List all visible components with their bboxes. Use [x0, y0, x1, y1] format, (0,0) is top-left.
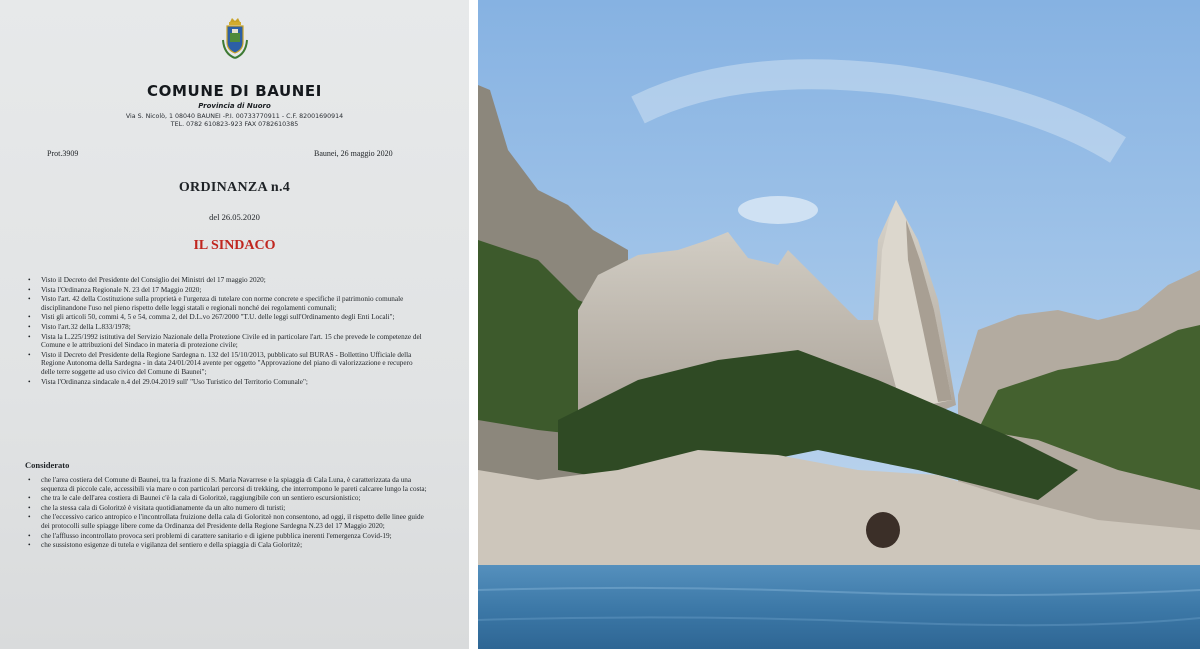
bullet-icon: •	[28, 541, 31, 550]
list-item: • Vista l'Ordinanza Regionale N. 23 del 17 Maggio 2020;	[28, 285, 202, 294]
list-item: • che tra le cale dell'area costiera di Baunei c'è la cala di Goloritzè, raggiungibile con un sentiero escursionistico;	[28, 494, 361, 503]
visto-list	[28, 276, 428, 387]
bullet-icon: •	[28, 313, 31, 322]
bullet-icon: •	[28, 322, 31, 331]
bullet-icon: •	[28, 377, 31, 386]
cloud	[738, 196, 818, 224]
sea	[478, 565, 1200, 649]
bullet-icon: •	[28, 513, 31, 522]
considerato-list	[28, 476, 428, 551]
bullet-icon: •	[28, 332, 31, 341]
list-item: • Vista l'Ordinanza sindacale n.4 del 29.04.2019 sull' "Uso Turistico del Territorio Comunale";	[28, 377, 308, 386]
ordinance-document	[0, 0, 469, 649]
province-name: Provincia di Nuoro	[198, 102, 271, 110]
list-item: • che l'eccessivo carico antropico e l'incontrollata fruizione della cala di Goloritzè non consentono, ad oggi, il rispetto delle linee guide dei protocolli sulle spiagge libere come da Ordinanza del Presidente della Regione Sardegna N.23 del 17 Maggio 2020;	[28, 513, 424, 530]
protocol-number: Prot.3909	[47, 149, 79, 158]
list-item: • Visto l'art. 42 della Costituzione sulla proprietà e l'urgenza di tutelare con norme concrete e specifiche il patrimonio comunale disciplinandone l'uso nel pieno rispetto delle leggi statali e regionali nonché dei regolamenti comunali;	[28, 295, 404, 312]
sea-cave	[866, 512, 900, 548]
bullet-icon: •	[28, 276, 31, 284]
bullet-icon: •	[28, 531, 31, 540]
bullet-icon: •	[28, 295, 31, 304]
bullet-icon: •	[28, 476, 31, 484]
list-item: • che la stessa cala di Goloritzè è visitata quotidianamente da un alto numero di turisti;	[28, 503, 286, 512]
document-date: Baunei, 26 maggio 2020	[314, 149, 393, 158]
list-item: • Visto il Decreto del Presidente della Regione Sardegna n. 132 del 15/10/2013, pubblicato sul BURAS - Bollettino Ufficiale della Regione Autonoma della Sardegna - in data 24/01/2014 avente per oggetto "Approvazione del piano di valorizzazione e recupero delle terre soggette ad uso civico del Comune di Baunei";	[28, 350, 413, 376]
ordinance-title: ORDINANZA n.4	[178, 180, 291, 195]
cala-goloritze-landscape	[478, 0, 1200, 649]
list-item: • Visti gli articoli 50, commi 4, 5 e 54, comma 2, del D.L.vo 267/2000 "T.U. delle leggi sull'Ordinamento degli Enti Locali";	[28, 313, 395, 322]
list-item: • Visto l'art.32 della L.833/1978;	[28, 322, 131, 331]
list-item: • che l'afflusso incontrollato provoca seri problemi di carattere sanitario e di igiene pubblica inerenti l'emergenza Covid-19;	[28, 531, 392, 540]
coat-of-arms-icon	[220, 18, 250, 60]
bullet-icon: •	[28, 494, 31, 503]
bullet-icon: •	[28, 503, 31, 512]
coastline-photo	[478, 0, 1200, 649]
contact-line: TEL. 0782 610823-923 FAX 0782610385	[170, 121, 299, 128]
bullet-icon: •	[28, 350, 31, 359]
bullet-icon: •	[28, 285, 31, 294]
list-item: • che sussistono esigenze di tutela e vigilanza del sentiero e della spiaggia di Cala Goloritzè;	[28, 541, 303, 550]
considerato-heading: Considerato	[25, 460, 70, 470]
address-line: Via S. Nicolò, 1 08040 BAUNEI -P.I. 00733770911 - C.F. 82001690914	[125, 113, 344, 120]
ordinance-date: del 26.05.2020	[209, 212, 260, 222]
municipality-name: COMUNE DI BAUNEI	[147, 82, 322, 100]
list-item: • Vista la L.225/1992 istitutiva del Servizio Nazionale della Protezione Civile ed in particolare l'art. 15 che prevede le competenze del Comune e le attribuzioni del Sindaco in materia di protezione civile;	[28, 332, 422, 350]
list-item: • Visto il Decreto del Presidente del Consiglio dei Ministri del 17 maggio 2020;	[28, 276, 266, 284]
list-item: • che l'area costiera del Comune di Baunei, tra la frazione di S. Maria Navarrese e la spiaggia di Cala Luna, è caratterizzata da una sequenza di piccole cale, accessibili via mare o con particolari percorsi di trekking, che interrompono le pareti calcaree lungo la costa;	[28, 476, 427, 493]
issuer-title: IL SINDACO	[193, 238, 276, 253]
